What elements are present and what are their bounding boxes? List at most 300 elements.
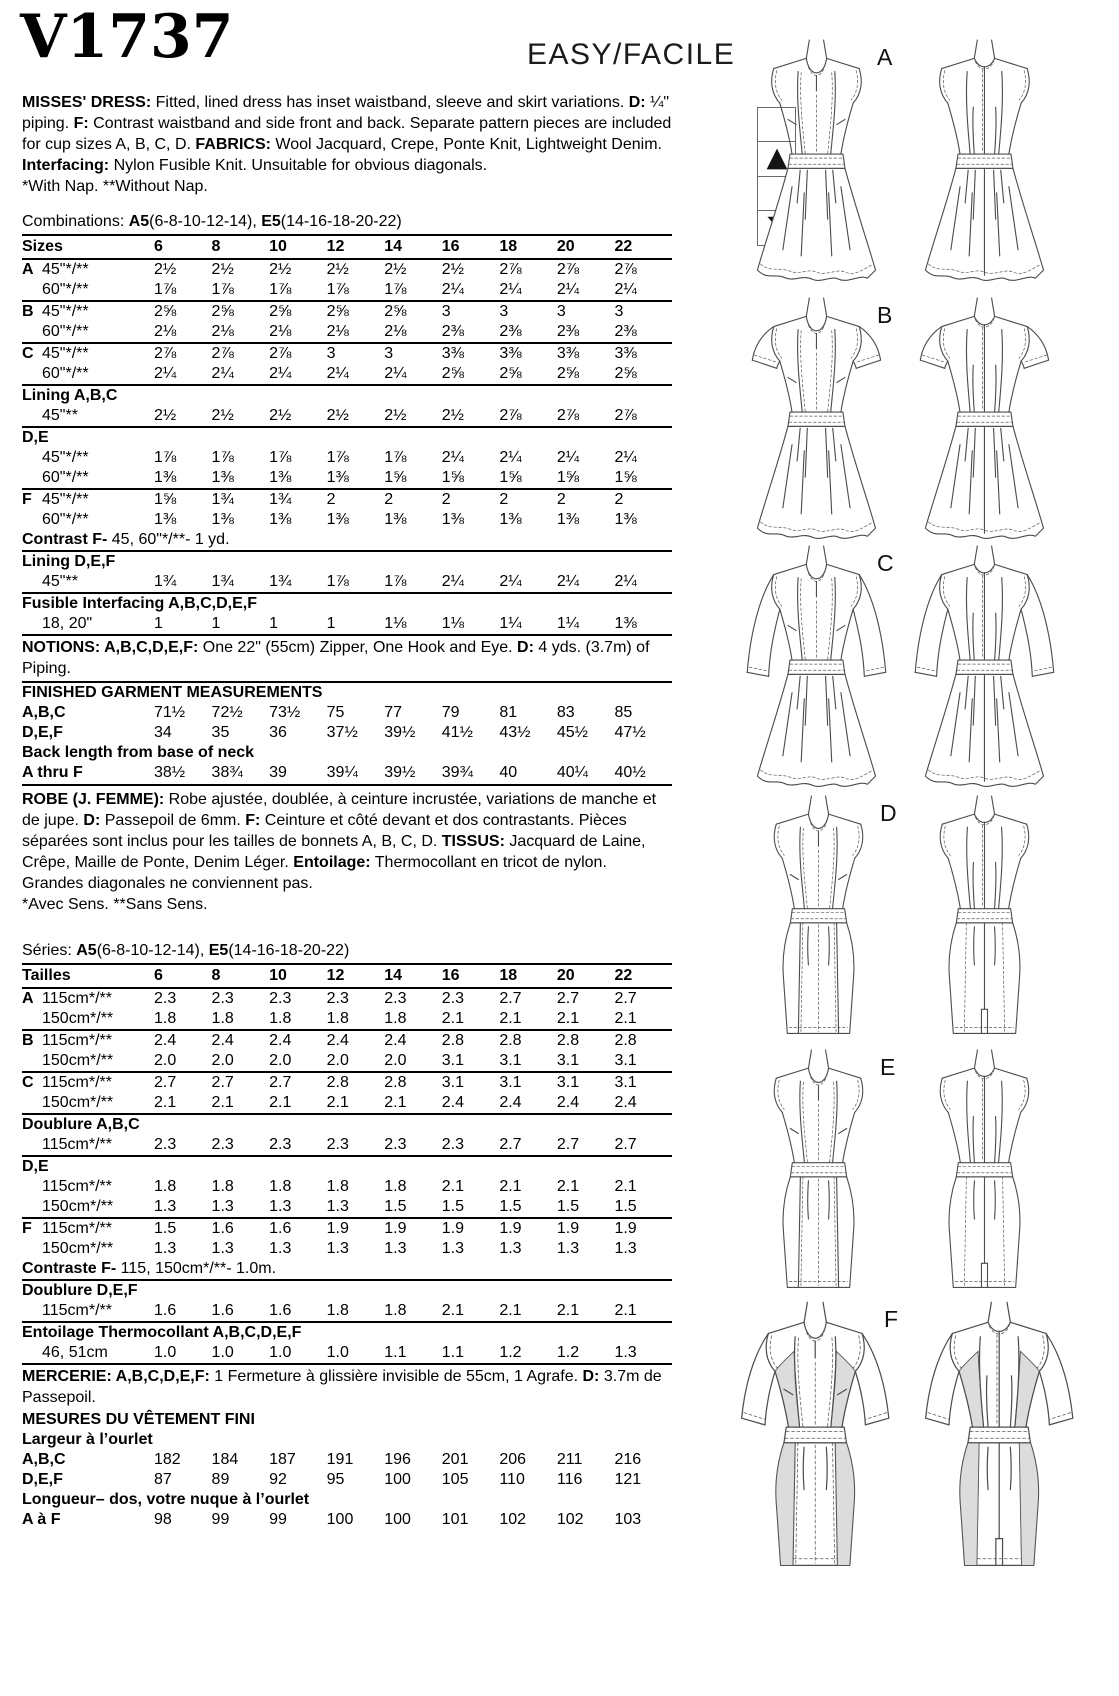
size-value: 95 (326, 1471, 345, 1488)
size-value: 2.7 (556, 1136, 580, 1153)
size-value: 2½ (441, 407, 465, 424)
size-column-header: 10 (269, 238, 287, 255)
size-value: 1 (269, 615, 279, 632)
size-value: 99 (211, 1511, 230, 1528)
size-value: 2¼ (499, 573, 522, 590)
size-value: 3 (614, 303, 624, 320)
size-value: 1¾ (211, 491, 234, 508)
size-value: 1.0 (154, 1344, 177, 1361)
size-value: 2.4 (499, 1094, 522, 1111)
size-value: 1⅞ (384, 281, 407, 298)
row-label: C 115cm*/** (22, 1074, 112, 1091)
size-value: 39½ (384, 764, 416, 781)
difficulty-label: EASY/FACILE (527, 38, 736, 71)
size-value: 1 (154, 615, 163, 632)
size-value: 1.3 (326, 1240, 349, 1257)
size-value: 2½ (384, 407, 407, 424)
size-value: 2 (326, 491, 336, 508)
size-value: 2.3 (384, 990, 407, 1007)
size-value: 1⅜ (556, 511, 580, 528)
dress-view-a-illustration (735, 38, 1071, 293)
size-value: 100 (384, 1471, 411, 1488)
size-value: 1⅜ (384, 511, 407, 528)
size-value: 1⅝ (614, 469, 637, 486)
size-value: 1.1 (441, 1344, 465, 1361)
mercerie-paragraph: MERCERIE: A,B,C,D,E,F: 1 Fermeture à glissière invisible de 55cm, 1 Agrafe. D: 3.7m de Passepoil. (22, 1363, 672, 1410)
size-column-header: 14 (384, 967, 403, 984)
size-value: 2½ (211, 407, 234, 424)
size-value: 1⅜ (269, 511, 292, 528)
view-letter: F (22, 1220, 32, 1237)
size-value: 1.9 (614, 1220, 637, 1237)
section-label: D,E (22, 429, 49, 446)
table-row (22, 1009, 672, 1029)
table-row (22, 763, 672, 783)
view-letter: C (22, 345, 34, 362)
nap-note-french: *Avec Sens. **Sans Sens. (22, 896, 208, 913)
dress-view-e-illustration (738, 1048, 1070, 1300)
size-value: 1.3 (269, 1198, 292, 1215)
table-section-row (22, 1155, 672, 1177)
size-value: 2¼ (384, 365, 407, 382)
size-value: 2⅞ (499, 261, 522, 278)
size-value: 1.8 (326, 1302, 349, 1319)
yardage-table-english (22, 234, 672, 634)
size-value: 1⅞ (384, 449, 407, 466)
table-row (22, 1239, 672, 1259)
size-value: 1⅜ (269, 469, 292, 486)
row-label: A,B,C (22, 1451, 66, 1468)
size-value: 2.7 (614, 990, 637, 1007)
size-value: 47½ (614, 724, 646, 741)
size-value: 1.8 (269, 1010, 292, 1027)
row-label: B 115cm*/** (22, 1032, 112, 1049)
size-value: 2½ (441, 261, 465, 278)
row-label: 45"** (42, 573, 78, 590)
size-value: 3.1 (614, 1074, 637, 1091)
view-letter: B (22, 1032, 34, 1049)
size-value: 2⅞ (211, 345, 234, 362)
size-value: 1⅞ (384, 573, 407, 590)
size-value: 2½ (154, 407, 177, 424)
size-value: 85 (614, 704, 633, 721)
size-value: 1¾ (269, 491, 292, 508)
size-value: 1.2 (556, 1344, 580, 1361)
size-value: 1.0 (269, 1344, 292, 1361)
size-value: 103 (614, 1511, 642, 1528)
size-value: 1¾ (211, 573, 234, 590)
size-value: 1.6 (269, 1220, 292, 1237)
size-column-header: 18 (499, 967, 518, 984)
row-label: B 45"*/** (22, 303, 89, 320)
size-value: 1.3 (556, 1240, 580, 1257)
size-value: 2.3 (211, 990, 234, 1007)
size-column-header: 22 (614, 238, 633, 255)
size-value: 1 (326, 615, 336, 632)
size-value: 2¼ (441, 573, 465, 590)
table-row (22, 1510, 672, 1530)
size-value: 2.3 (269, 990, 292, 1007)
size-value: 1.5 (556, 1198, 580, 1215)
size-value: 2.4 (326, 1032, 349, 1049)
size-value: 116 (556, 1471, 583, 1488)
pattern-number: V1737 (20, 2, 234, 72)
size-value: 1.5 (499, 1198, 522, 1215)
size-value: 2.7 (499, 990, 522, 1007)
size-value: 187 (269, 1451, 296, 1468)
size-value: 3.1 (614, 1052, 637, 1069)
size-value: 87 (154, 1471, 172, 1488)
table-row (22, 406, 672, 426)
table-section-row (22, 1113, 672, 1135)
section-label: Doublure A,B,C (22, 1116, 140, 1133)
row-label: 60"*/** (42, 469, 89, 486)
size-value: 2½ (269, 407, 292, 424)
size-value: 1.6 (211, 1302, 234, 1319)
size-value: 2 (441, 491, 451, 508)
size-value: 2.1 (499, 1302, 522, 1319)
size-value: 2⅜ (614, 323, 637, 340)
size-value: 2⅝ (154, 303, 177, 320)
size-value: 1⅝ (154, 491, 177, 508)
size-value: 1⅞ (211, 449, 234, 466)
size-value: 2.1 (499, 1010, 522, 1027)
table-row (22, 1177, 672, 1197)
size-value: 2⅛ (211, 323, 234, 340)
table-row (22, 1093, 672, 1113)
size-value: 216 (614, 1451, 642, 1468)
size-value: 39½ (384, 724, 416, 741)
table-row (22, 280, 672, 300)
size-value: 1.2 (499, 1344, 522, 1361)
view-label-f: F (884, 1306, 899, 1332)
size-value: 2¼ (614, 449, 637, 466)
table-row (22, 703, 672, 723)
table-row (22, 364, 672, 384)
table-section-row (22, 1279, 672, 1301)
size-value: 2.0 (154, 1052, 177, 1069)
size-value: 2.3 (154, 990, 177, 1007)
size-value: 1.3 (211, 1240, 234, 1257)
table-header-row (22, 234, 672, 260)
size-value: 1⅞ (326, 573, 349, 590)
row-label: 60"*/** (42, 323, 89, 340)
row-label: D,E,F (22, 724, 63, 741)
size-value: 2⅞ (556, 261, 580, 278)
table-row (22, 1197, 672, 1217)
size-value: 1.3 (154, 1198, 177, 1215)
section-label: Doublure D,E,F (22, 1282, 138, 1299)
size-value: 3.1 (499, 1052, 522, 1069)
size-value: 2.4 (154, 1032, 177, 1049)
row-label: F 115cm*/** (22, 1220, 112, 1237)
row-label: A,B,C (22, 704, 66, 721)
size-value: 38½ (154, 764, 186, 781)
size-value: 1.8 (269, 1178, 292, 1195)
size-value: 3⅜ (499, 345, 522, 362)
size-value: 102 (499, 1511, 527, 1528)
size-value: 81 (499, 704, 518, 721)
size-value: 2.3 (441, 990, 465, 1007)
size-value: 2.1 (556, 1178, 580, 1195)
size-value: 1⅜ (614, 615, 637, 632)
size-value: 2.7 (499, 1136, 522, 1153)
view-label-d: D (880, 800, 897, 826)
section-label: MESURES DU VÊTEMENT FINI (22, 1411, 255, 1428)
view-letter: B (22, 303, 34, 320)
size-value: 2⅛ (384, 323, 407, 340)
table-row (22, 322, 672, 342)
size-value: 1.8 (384, 1302, 407, 1319)
size-value: 2⅞ (154, 345, 177, 362)
size-value: 101 (441, 1511, 469, 1528)
size-column-header: 18 (499, 238, 518, 255)
size-value: 184 (211, 1451, 239, 1468)
nap-note-english: *With Nap. **Without Nap. (22, 178, 208, 195)
table-row (22, 1450, 672, 1470)
size-value: 2.8 (499, 1032, 522, 1049)
size-value: 2.1 (326, 1094, 349, 1111)
size-value: 2.3 (211, 1136, 234, 1153)
size-value: 1⅞ (326, 449, 349, 466)
size-value: 2.8 (384, 1074, 407, 1091)
view-label-a: A (877, 44, 893, 70)
size-value: 38¾ (211, 764, 243, 781)
size-value: 39 (269, 764, 287, 781)
size-value: 1¼ (556, 615, 580, 632)
size-value: 182 (154, 1451, 181, 1468)
size-value: 40½ (614, 764, 646, 781)
size-value: 2¼ (269, 365, 292, 382)
table-note-row (22, 1259, 672, 1279)
size-value: 2¼ (154, 365, 177, 382)
size-value: 2⅝ (211, 303, 234, 320)
size-value: 2.8 (556, 1032, 580, 1049)
size-value: 2⅛ (326, 323, 349, 340)
table-row (22, 1135, 672, 1155)
size-value: 3.1 (441, 1052, 465, 1069)
size-value: 1.3 (441, 1240, 465, 1257)
size-value: 1.9 (326, 1220, 349, 1237)
row-label: 60"*/** (42, 281, 89, 298)
size-value: 2.8 (326, 1074, 349, 1091)
size-value: 1⅜ (154, 511, 177, 528)
size-column-header: 6 (154, 967, 163, 984)
table-row (22, 1071, 672, 1093)
size-value: 1.5 (384, 1198, 407, 1215)
size-column-header: 22 (614, 967, 633, 984)
size-value: 1⅝ (441, 469, 465, 486)
size-value: 2½ (326, 261, 349, 278)
table-row (22, 342, 672, 364)
size-value: 2⅝ (269, 303, 292, 320)
size-column-header: 12 (326, 967, 345, 984)
size-value: 2⅝ (499, 365, 522, 382)
size-value: 1⅞ (269, 449, 292, 466)
size-value: 2.1 (614, 1178, 637, 1195)
size-value: 2.8 (441, 1032, 465, 1049)
size-value: 206 (499, 1451, 527, 1468)
row-label: 60"*/** (42, 511, 89, 528)
size-value: 1⅜ (326, 469, 349, 486)
table-section-row (22, 1490, 672, 1510)
size-value: 1⅞ (154, 449, 177, 466)
size-value: 1⅞ (269, 281, 292, 298)
size-value: 2.4 (384, 1032, 407, 1049)
size-value: 83 (556, 704, 575, 721)
table-row (22, 468, 672, 488)
size-value: 2.0 (384, 1052, 407, 1069)
size-column-header: 20 (556, 967, 575, 984)
row-label: 60"*/** (42, 365, 89, 382)
table-section-row (22, 1410, 672, 1430)
size-value: 1⅛ (384, 615, 407, 632)
size-column-header: 16 (441, 967, 460, 984)
size-value: 3 (499, 303, 509, 320)
size-value: 1.6 (269, 1302, 292, 1319)
combinations-line: Combinations: A5(6-8-10-12-14), E5(14-16-18-20-22) (22, 213, 402, 230)
size-value: 1.6 (211, 1220, 234, 1237)
size-value: 105 (441, 1471, 469, 1488)
size-value: 2.1 (614, 1302, 637, 1319)
size-value: 2.1 (499, 1178, 522, 1195)
table-header-label: Tailles (22, 967, 71, 984)
size-value: 2.7 (154, 1074, 177, 1091)
size-value: 99 (269, 1511, 287, 1528)
size-value: 2⅛ (154, 323, 177, 340)
size-value: 2.8 (614, 1032, 637, 1049)
size-value: 3⅜ (556, 345, 580, 362)
table-row (22, 300, 672, 322)
size-value: 1.8 (154, 1178, 177, 1195)
section-label: D,E (22, 1158, 49, 1175)
row-label: 150cm*/** (42, 1240, 114, 1257)
size-value: 1.0 (326, 1344, 349, 1361)
size-value: 2⅞ (614, 407, 637, 424)
size-value: 2⅝ (556, 365, 580, 382)
size-value: 2.1 (441, 1010, 465, 1027)
size-value: 2½ (269, 261, 292, 278)
size-value: 3 (556, 303, 566, 320)
size-value: 1.9 (441, 1220, 465, 1237)
size-value: 1.6 (154, 1302, 177, 1319)
size-value: 2.4 (556, 1094, 580, 1111)
size-value: 2.3 (269, 1136, 292, 1153)
row-label: 46, 51cm (42, 1344, 108, 1361)
size-value: 2⅜ (556, 323, 580, 340)
row-label: C 45"*/** (22, 345, 89, 362)
table-row (22, 572, 672, 592)
table-row (22, 510, 672, 530)
table-row (22, 1343, 672, 1363)
size-value: 2½ (384, 261, 407, 278)
size-value: 2.7 (211, 1074, 234, 1091)
size-value: 100 (326, 1511, 354, 1528)
dress-view-c-illustration (735, 544, 1071, 799)
size-value: 1⅜ (154, 469, 177, 486)
table-section-row (22, 743, 672, 763)
size-value: 1⅜ (211, 469, 234, 486)
dress-view-b-illustration (735, 296, 1071, 551)
size-value: 35 (211, 724, 230, 741)
size-value: 2.3 (326, 1136, 349, 1153)
size-value: 73½ (269, 704, 301, 721)
size-value: 2.1 (384, 1094, 407, 1111)
english-description: MISSES' DRESS: Fitted, lined dress has inset waistband, sleeve and skirt variations. D: ¼" piping. F: Contrast waistband and side front and back. Separate pattern pieces are included for cup sizes A, B, C, D. FABRICS: Wool Jacquard, Crepe, Ponte Knit, Lightweight Denim. Interfacing: Nylon Fusible Knit. Unsuitable for obvious diagonals. (22, 94, 672, 174)
section-label: Fusible Interfacing A,B,C,D,E,F (22, 595, 257, 612)
size-value: 1⅝ (556, 469, 580, 486)
size-value: 211 (556, 1451, 583, 1468)
size-value: 1.5 (154, 1220, 177, 1237)
size-value: 2.3 (326, 990, 349, 1007)
size-value: 2.1 (556, 1302, 580, 1319)
size-value: 100 (384, 1511, 411, 1528)
row-label: 150cm*/** (42, 1052, 114, 1069)
size-value: 1.8 (211, 1010, 234, 1027)
size-value: 1.8 (154, 1010, 177, 1027)
row-label: F 45"*/** (22, 491, 89, 508)
size-value: 110 (499, 1471, 525, 1488)
size-column-header: 8 (211, 238, 221, 255)
size-value: 1.8 (326, 1178, 349, 1195)
table-row (22, 1470, 672, 1490)
size-value: 3 (384, 345, 394, 362)
table-row (22, 1217, 672, 1239)
size-value: 196 (384, 1451, 411, 1468)
table-row (22, 1029, 672, 1051)
row-label: 115cm*/** (42, 1302, 112, 1319)
row-label: 45"*/** (42, 449, 89, 466)
row-label: A à F (22, 1511, 61, 1528)
note-label: Contraste F- 115, 150cm*/**- 1.0m. (22, 1260, 277, 1277)
mesures-table (22, 1410, 672, 1530)
row-label: A thru F (22, 764, 83, 781)
row-label: 115cm*/** (42, 1136, 112, 1153)
size-value: 2.3 (441, 1136, 465, 1153)
table-section-row (22, 384, 672, 406)
size-value: 1⅜ (326, 511, 349, 528)
size-value: 2½ (211, 261, 234, 278)
size-value: 40 (499, 764, 518, 781)
size-column-header: 6 (154, 238, 163, 255)
size-value: 71½ (154, 704, 186, 721)
dress-view-d-illustration (738, 794, 1070, 1046)
size-value: 1.3 (326, 1198, 349, 1215)
size-value: 2.3 (154, 1136, 177, 1153)
table-note-row (22, 530, 672, 550)
size-value: 3.1 (499, 1074, 522, 1091)
size-value: 1⅜ (441, 511, 465, 528)
view-letter: A (22, 261, 34, 278)
size-value: 2.3 (384, 1136, 407, 1153)
size-value: 2.1 (441, 1178, 465, 1195)
size-value: 3⅜ (441, 345, 465, 362)
table-section-row (22, 550, 672, 572)
size-value: 98 (154, 1511, 172, 1528)
finished-measurements-table (22, 681, 672, 786)
size-value: 2.0 (211, 1052, 234, 1069)
size-value: 2½ (326, 407, 349, 424)
size-value: 102 (556, 1511, 584, 1528)
size-value: 2⅜ (499, 323, 522, 340)
size-value: 1¼ (499, 615, 522, 632)
size-value: 1.0 (211, 1344, 234, 1361)
size-value: 2.1 (211, 1094, 234, 1111)
size-value: 72½ (211, 704, 243, 721)
size-value: 1.8 (384, 1010, 407, 1027)
yardage-table-french (22, 963, 672, 1363)
size-value: 1.8 (384, 1178, 407, 1195)
